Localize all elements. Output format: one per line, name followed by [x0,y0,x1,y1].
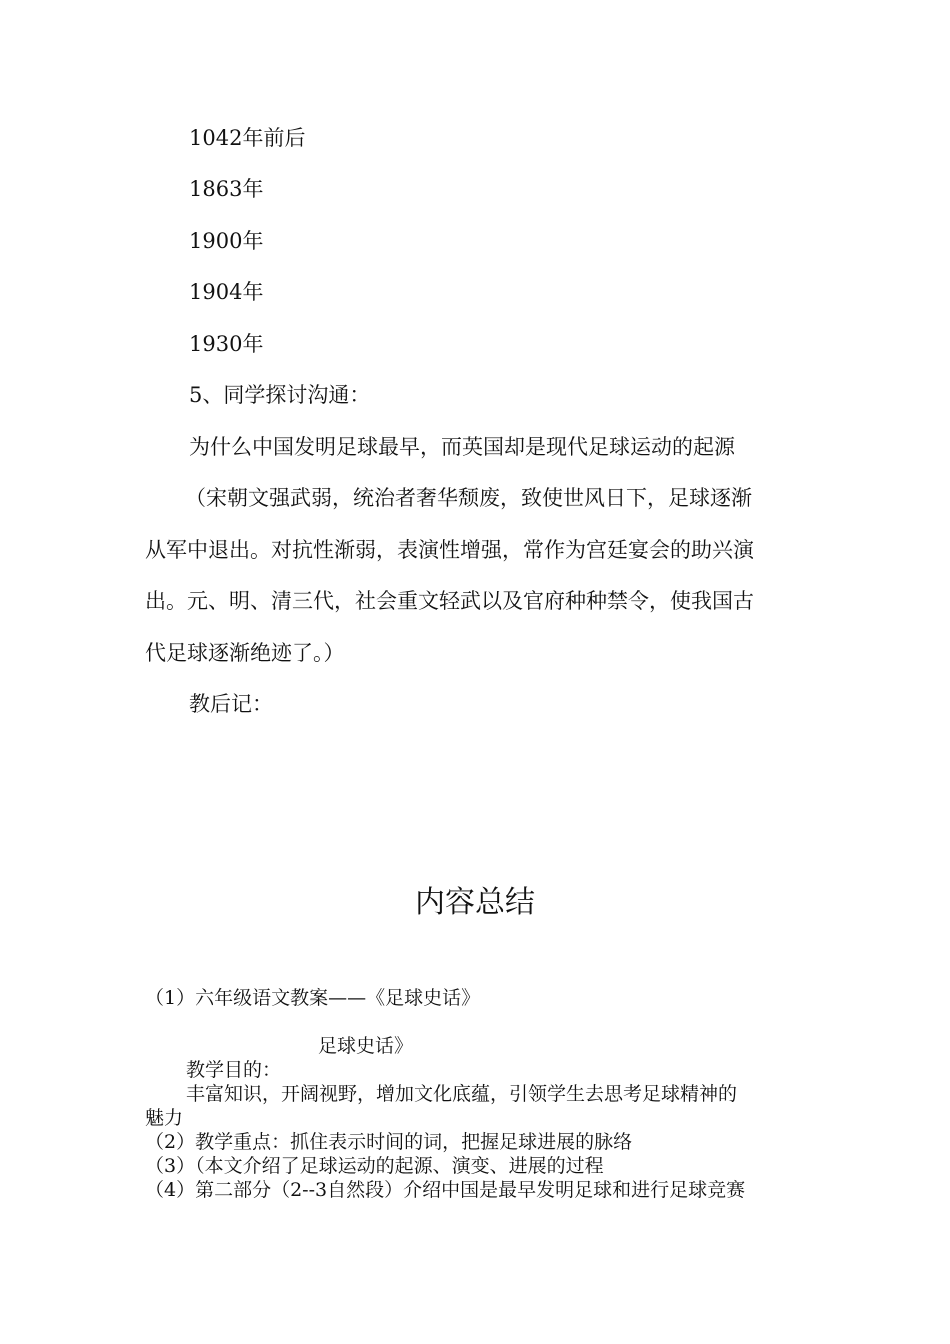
summary-line: 丰富知识，开阔视野，增加文化底蕴，引领学生去思考足球精神的 [186,1083,738,1105]
answer-line: 出。元、明、清三代，社会重文轻武以及官府种种禁令，使我国古 [145,589,754,613]
answer-line: 代足球逐渐绝迹了。） [145,641,345,665]
summary-line: 魅力 [145,1107,184,1129]
timeline-item: 1042年前后 [189,126,306,150]
timeline-item: 1863年 [189,177,264,201]
discussion-heading: 5、同学探讨沟通： [189,383,371,407]
postscript-label: 教后记： [189,692,273,716]
summary-line: 教学目的： [186,1059,282,1081]
summary-title: 内容总结 [415,885,535,920]
summary-line: （1）六年级语文教案——《足球史话》 [145,987,481,1009]
timeline-item: 1930年 [189,332,264,356]
summary-line: 足球史话》 [318,1035,414,1057]
discussion-question: 为什么中国发明足球最早，而英国却是现代足球运动的起源 [189,435,735,459]
summary-line: （4）第二部分（2--3自然段）介绍中国是最早发明足球和进行足球竞赛 [145,1179,746,1201]
timeline-item: 1900年 [189,229,264,253]
summary-line: （3）（本文介绍了足球运动的起源、演变、进展的过程 [145,1155,604,1177]
answer-line: （宋朝文强武弱，统治者奢华颓废，致使世风日下，足球逐渐 [185,486,752,510]
summary-line: （2）教学重点：抓住表示时间的词，把握足球进展的脉络 [145,1131,633,1153]
answer-line: 从军中退出。对抗性渐弱，表演性增强，常作为宫廷宴会的助兴演 [145,538,754,562]
timeline-item: 1904年 [189,280,264,304]
